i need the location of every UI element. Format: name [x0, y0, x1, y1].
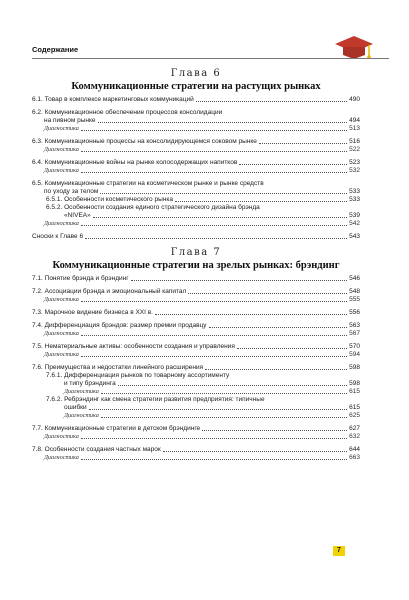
page-header — [24, 40, 389, 62]
toc-page-number: 533 — [349, 188, 360, 195]
toc-page-number: 594 — [349, 351, 360, 358]
toc-entry-title: по уходу за телом — [44, 188, 99, 195]
dot-leader — [89, 409, 347, 410]
toc-page-number: 494 — [349, 117, 360, 124]
toc-entry-title: на пивном рынке — [44, 117, 96, 124]
toc-page-number: 532 — [349, 167, 360, 174]
toc-row — [32, 330, 360, 338]
toc-row — [32, 125, 360, 133]
toc-page-number: 625 — [349, 412, 360, 419]
dot-leader — [81, 438, 347, 439]
toc-row — [32, 138, 360, 146]
toc-page-number: 663 — [349, 454, 360, 461]
toc-page-number: 627 — [349, 425, 360, 432]
dot-leader — [81, 172, 347, 173]
toc-entry[interactable] — [32, 351, 360, 359]
dot-leader — [98, 122, 348, 123]
dot-leader — [155, 314, 347, 315]
toc-page-number: 523 — [349, 159, 360, 166]
toc-row — [32, 412, 360, 420]
toc-entry-title: Диагностика — [44, 296, 79, 303]
toc-entry[interactable] — [32, 233, 360, 241]
toc-entry-title: 7.1. Понятие брэнда и брэндинг — [32, 275, 129, 282]
toc-entry[interactable] — [32, 343, 360, 351]
toc-entry[interactable] — [32, 446, 360, 454]
header-divider — [32, 58, 389, 59]
toc-entry-title: 7.2. Ассоциации брэнда и эмоциональный капитал — [32, 288, 187, 295]
toc-page-number: 490 — [349, 96, 360, 103]
toc-entry-title: 7.6. Преимущества и недостатки линейного расширения — [32, 364, 204, 371]
dot-leader — [188, 293, 347, 294]
dot-leader — [209, 327, 348, 328]
toc-row — [32, 404, 360, 412]
toc-entry-title: 7.8. Особенности создания частных марок — [32, 446, 161, 453]
toc-row — [32, 433, 360, 441]
dot-leader — [81, 459, 347, 460]
dot-leader — [163, 451, 347, 452]
toc-row — [32, 364, 360, 372]
toc-entry-title: Диагностика — [44, 330, 79, 337]
dot-leader — [93, 217, 347, 218]
toc-row — [32, 288, 360, 296]
toc-entry-title: Диагностика — [44, 454, 79, 461]
dot-leader — [81, 301, 347, 302]
toc-entry[interactable] — [32, 146, 360, 154]
dot-leader — [100, 193, 347, 194]
toc-entry-line: 7.6.2. Ребрэндинг как смена стратегии развития предприятия: типичные — [46, 396, 265, 403]
toc-entry-title: 7.3. Марочное видение бизнеса в XXI в. — [32, 309, 153, 316]
toc-entry[interactable] — [32, 288, 360, 296]
toc-page-number: 570 — [349, 343, 360, 350]
toc-page-number: 533 — [349, 196, 360, 203]
chapter-7-label: Глава 7 — [170, 247, 222, 258]
toc-entry-title: Диагностика — [64, 412, 99, 419]
toc-row — [32, 380, 360, 388]
toc-entry-title: 6.1. Товар в комплексе маркетинговых коммуникаций — [32, 96, 194, 103]
toc-entry-title: 6.5.1. Особенности косметического рынка — [46, 196, 173, 203]
toc-entry-title: Диагностика — [44, 220, 79, 227]
toc-entry-title: Сноски к Главе 6 — [32, 233, 84, 240]
toc-row — [32, 425, 360, 433]
toc-row — [32, 188, 360, 196]
toc-row — [32, 212, 360, 220]
toc-page-number: 539 — [349, 212, 360, 219]
chapter-7-title: Коммуникационные стратегии на зрелых рынках: брэндинг — [52, 260, 340, 271]
toc-page-number: 615 — [349, 404, 360, 411]
toc-entry-title: 7.4. Дифференциация брэндов: размер премии продавцу — [32, 322, 207, 329]
toc-page-number: 548 — [349, 288, 360, 295]
toc-entry-title: «NIVEA» — [64, 212, 91, 219]
toc-page-number: 542 — [349, 220, 360, 227]
toc-entry[interactable] — [32, 372, 360, 388]
toc-entry-line: 6.5. Коммуникационные стратегии на косметическом рынке и рынке средств — [32, 180, 264, 187]
toc-entry-title: Диагностика — [44, 167, 79, 174]
toc-page-number: 598 — [349, 364, 360, 371]
toc-page-number: 615 — [349, 388, 360, 395]
page-number-badge: 7 — [333, 546, 345, 556]
chapter-6-label: Глава 6 — [170, 68, 222, 79]
toc-page-number: 644 — [349, 446, 360, 453]
toc-page-number: 522 — [349, 146, 360, 153]
dot-leader — [81, 151, 347, 152]
toc-entry-title: 6.4. Коммуникационные войны на рынке колосодержащих напитков — [32, 159, 238, 166]
toc-entry[interactable] — [32, 125, 360, 133]
toc-page-number: 632 — [349, 433, 360, 440]
toc-entry[interactable] — [32, 425, 360, 433]
dot-leader — [81, 356, 347, 357]
toc-entry[interactable] — [32, 180, 360, 196]
toc-row — [32, 454, 360, 462]
toc-entry-title: 6.3. Коммуникационные процессы на консолидирующемся соковом рынке — [32, 138, 257, 145]
toc-entry-title: 7.5. Нематериальные активы: особенности создания и управления — [32, 343, 235, 350]
toc-page-number: 556 — [349, 309, 360, 316]
toc-row — [32, 343, 360, 351]
toc-entry[interactable] — [32, 388, 360, 396]
toc-page-number: 513 — [349, 125, 360, 132]
toc-entry-title: и типу брэндинга — [64, 380, 116, 387]
toc-entry[interactable] — [32, 454, 360, 462]
dot-leader — [259, 143, 347, 144]
toc-entry[interactable] — [32, 159, 360, 167]
toc-page-number: 563 — [349, 322, 360, 329]
toc-row — [32, 322, 360, 330]
toc-entry[interactable] — [32, 309, 360, 317]
toc-entry[interactable] — [32, 296, 360, 304]
dot-leader — [81, 225, 347, 226]
toc-entry[interactable] — [32, 138, 360, 146]
toc-entry-line: 7.6.1. Дифференциация рынков по товарному ассортименту — [46, 372, 230, 379]
chapter-6-title: Коммуникационные стратегии на растущих рынках — [71, 81, 321, 92]
dot-leader — [202, 430, 347, 431]
chapter-7-entries — [32, 275, 360, 462]
dot-leader — [85, 238, 347, 239]
toc-entry[interactable] — [32, 322, 360, 330]
toc-entry-title: Диагностика — [64, 388, 99, 395]
toc-row — [32, 196, 360, 204]
toc-row — [32, 146, 360, 154]
dot-leader — [175, 201, 347, 202]
toc-entry[interactable] — [32, 204, 360, 220]
toc-entry[interactable] — [32, 330, 360, 338]
toc-entry-title: Диагностика — [44, 125, 79, 132]
dot-leader — [196, 101, 347, 102]
toc-row — [32, 117, 360, 125]
toc-entry[interactable] — [32, 396, 360, 412]
dot-leader — [81, 130, 347, 131]
dot-leader — [239, 164, 347, 165]
toc-entry-line: 6.5.2. Особенности создания единого стратегического дизайна брэнда — [46, 204, 260, 211]
toc-entry-title: ошибки — [64, 404, 87, 411]
toc-row — [32, 220, 360, 228]
toc-entry[interactable] — [32, 109, 360, 125]
toc-row — [32, 275, 360, 283]
toc-entry[interactable] — [32, 275, 360, 283]
toc-entry-title: Диагностика — [44, 351, 79, 358]
toc-entry-title: Диагностика — [44, 433, 79, 440]
toc-row — [32, 351, 360, 359]
toc-entry-title: 7.7. Коммуникационные стратегии в детском брэндинге — [32, 425, 201, 432]
toc-entry[interactable] — [32, 412, 360, 420]
toc-page-number: 543 — [349, 233, 360, 240]
dot-leader — [237, 348, 347, 349]
toc-row — [32, 296, 360, 304]
dot-leader — [101, 393, 347, 394]
toc-content — [32, 68, 360, 462]
toc-entry[interactable] — [32, 364, 360, 372]
chapter-6-entries — [32, 96, 360, 241]
toc-row — [32, 446, 360, 454]
toc-row — [32, 309, 360, 317]
toc-row — [32, 96, 360, 104]
dot-leader — [131, 280, 348, 281]
toc-entry[interactable] — [32, 433, 360, 441]
dot-leader — [118, 385, 347, 386]
toc-row — [32, 167, 360, 175]
toc-entry[interactable] — [32, 96, 360, 104]
toc-page-number: 567 — [349, 330, 360, 337]
toc-row — [32, 388, 360, 396]
toc-entry-title: Диагностика — [44, 146, 79, 153]
toc-page-number: 598 — [349, 380, 360, 387]
dot-leader — [81, 335, 347, 336]
dot-leader — [205, 369, 347, 370]
toc-page-number: 516 — [349, 138, 360, 145]
toc-entry[interactable] — [32, 220, 360, 228]
toc-page-number: 555 — [349, 296, 360, 303]
toc-entry[interactable] — [32, 167, 360, 175]
header-title: Содержание — [32, 45, 79, 54]
toc-page-number: 546 — [349, 275, 360, 282]
dot-leader — [101, 417, 347, 418]
toc-row — [32, 233, 360, 241]
toc-entry-line: 6.2. Коммуникационное обеспечение процессов консолидации — [32, 109, 223, 116]
toc-row — [32, 159, 360, 167]
toc-entry[interactable] — [32, 196, 360, 204]
